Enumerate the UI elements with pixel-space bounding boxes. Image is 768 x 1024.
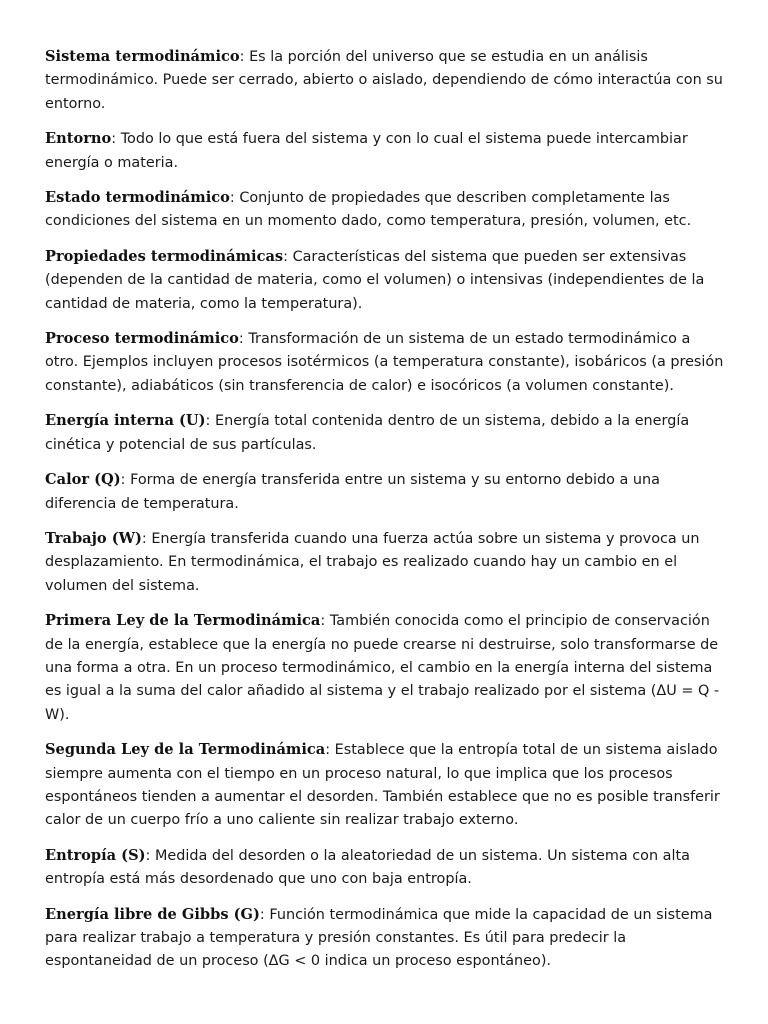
- glossary-entry-primera-ley: [45, 609, 725, 727]
- glossary-entry-energia-interna: [45, 409, 725, 457]
- glossary-entry-propiedades-termodinamicas: [45, 245, 725, 316]
- glossary-definition: Todo lo que está fuera del sistema y con lo cual el sistema puede intercambiar energía o materia.: [45, 131, 688, 171]
- term-separator: :: [141, 530, 152, 547]
- glossary-entry-sistema-termodinamico: [45, 45, 725, 116]
- glossary-definition: Es la porción del universo que se estudia en un análisis termodinámico. Puede ser cerrado, abierto o aislado, dependiendo de cómo interactúa con su entorno.: [45, 49, 723, 112]
- glossary-term: Energía libre de Gibbs (G): [45, 905, 260, 923]
- glossary-term: Segunda Ley de la Termodinámica: [45, 741, 326, 759]
- glossary-definition: Energía transferida cuando una fuerza actúa sobre un sistema y provoca un desplazamiento. En termodinámica, el trabajo es realizado cuando hay un cambio en el volumen del sistema.: [45, 530, 700, 594]
- glossary-definition: Conjunto de propiedades que describen completamente las condiciones del sistema en un momento dado, como temperatura, presión, volumen, etc.: [45, 190, 692, 230]
- glossary-term: Proceso termodinámico: [45, 330, 239, 348]
- glossary-list: [45, 45, 725, 985]
- glossary-term: Trabajo (W): [45, 529, 142, 547]
- term-separator: :: [259, 906, 270, 923]
- term-separator: :: [283, 248, 293, 265]
- glossary-definition: Transformación de un sistema de un estado termodinámico a otro. Ejemplos incluyen procesos isotérmicos (a temperatura constante), isobáricos (a presión constante), adiabáticos (sin transferencia de calor) e isocóricos (a volumen constante).: [45, 331, 724, 394]
- term-separator: :: [205, 413, 215, 430]
- glossary-term: Entorno: [45, 130, 112, 148]
- glossary-definition: Establece que la entropía total de un sistema aislado siempre aumenta con el tiempo en un proceso natural, lo que implica que los procesos espontáneos tienden a aumentar el desorden. También establece que no es posible transferir calor de un cuerpo frío a uno caliente sin realizar trabajo externo.: [45, 742, 720, 829]
- glossary-term: Entropía (S): [45, 846, 146, 864]
- glossary-definition: Forma de energía transferida entre un sistema y su entorno debido a una diferencia de temperatura.: [45, 472, 660, 512]
- glossary-entry-trabajo: [45, 527, 725, 598]
- glossary-entry-segunda-ley: [45, 738, 725, 833]
- glossary-definition: Función termodinámica que mide la capacidad de un sistema para realizar trabajo a temperatura y presión constantes. Es útil para predecir la espontaneidad de un proceso (ΔG < 0 indica un proceso espontáneo).: [45, 906, 713, 970]
- term-separator: :: [239, 49, 250, 65]
- glossary-entry-calor: [45, 468, 725, 516]
- glossary-term: Sistema termodinámico: [45, 48, 240, 65]
- glossary-term: Propiedades termodinámicas: [45, 247, 284, 265]
- term-separator: :: [111, 131, 121, 148]
- glossary-definition: También conocida como el principio de conservación de la energía, establece que la energía no puede crearse ni destruirse, solo transformarse de una forma a otra. En un proceso termodinámico, el cambio en la energía interna del sistema es igual a la suma del calor añadido al sistema y el trabajo realizado por el sistema (ΔU = Q - W).: [45, 613, 720, 723]
- glossary-definition: Energía total contenida dentro de un sistema, debido a la energía cinética y potencial de sus partículas.: [45, 413, 690, 453]
- glossary-entry-entorno: [45, 127, 725, 175]
- glossary-entry-estado-termodinamico: [45, 186, 725, 234]
- glossary-definition: Características del sistema que pueden ser extensivas (dependen de la cantidad de materia, como el volumen) o intensivas (independientes de la cantidad de materia, como la temperatura).: [45, 248, 705, 312]
- term-separator: :: [320, 613, 330, 630]
- glossary-term: Energía interna (U): [45, 412, 206, 430]
- glossary-definition: Medida del desorden o la aleatoriedad de un sistema. Un sistema con alta entropía está más desordenado que uno con baja entropía.: [45, 847, 690, 888]
- glossary-term: Calor (Q): [45, 471, 121, 489]
- glossary-entry-proceso-termodinamico: [45, 327, 725, 398]
- term-separator: :: [229, 190, 240, 207]
- term-separator: :: [325, 742, 335, 759]
- glossary-term: Estado termodinámico: [45, 189, 230, 207]
- term-separator: :: [120, 472, 131, 489]
- glossary-term: Primera Ley de la Termodinámica: [45, 612, 321, 630]
- glossary-entry-energia-libre-gibbs: [45, 903, 725, 974]
- term-separator: :: [145, 847, 155, 864]
- glossary-entry-entropia: [45, 844, 725, 892]
- term-separator: :: [238, 331, 249, 348]
